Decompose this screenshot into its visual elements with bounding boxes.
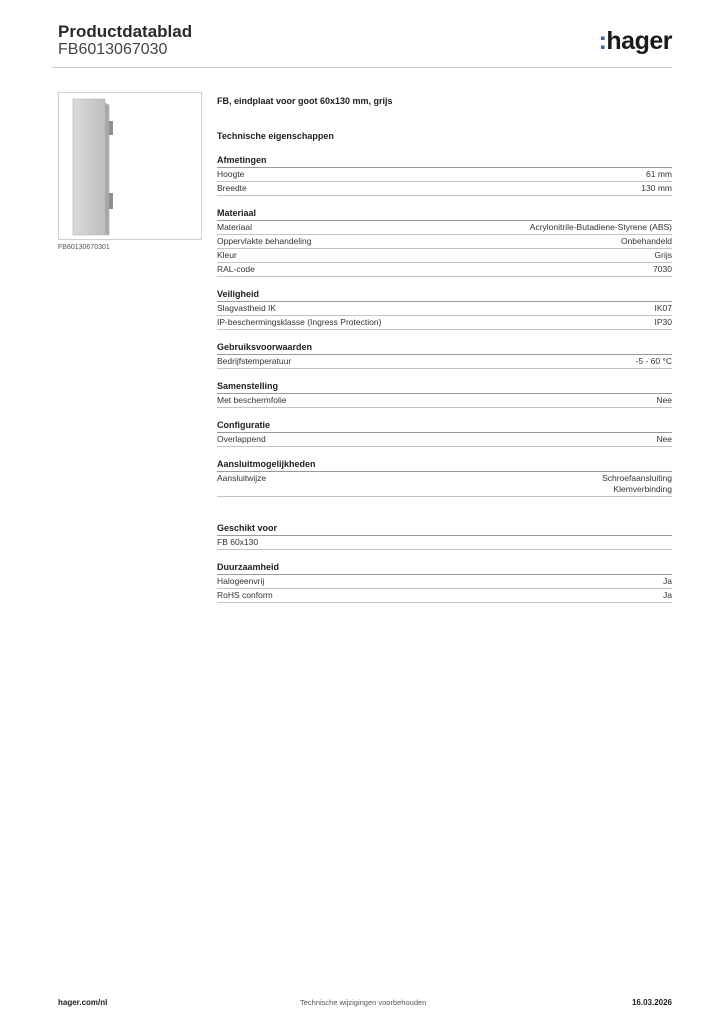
spec-label: Slagvastheid IK: [217, 303, 277, 313]
spec-label: FB 60x130: [217, 537, 259, 547]
header-divider: [52, 67, 672, 68]
spec-value: [663, 590, 672, 601]
spec-value: [530, 222, 672, 233]
spec-group-title: Gebruiksvoorwaarden: [217, 341, 672, 355]
product-name: FB, eindplaat voor goot 60x130 mm, grijs: [217, 96, 393, 106]
spec-value-line: Acrylonitrile-Butadiene-Styrene (ABS): [529, 222, 672, 232]
spec-label: Oppervlakte behandeling: [217, 236, 312, 246]
spec-group: [217, 341, 672, 369]
spec-label: Met beschermfolie: [217, 395, 287, 405]
spec-value-line: Ja: [663, 590, 672, 600]
spec-value-line: Ja: [663, 576, 672, 586]
spec-value: [655, 317, 673, 328]
spec-group: [217, 419, 672, 447]
spec-value: [656, 434, 672, 445]
spec-label: Hoogte: [217, 169, 245, 179]
spacer: [217, 508, 672, 522]
spec-row: [217, 589, 672, 603]
photo-caption: FB60130670301: [58, 244, 110, 251]
spec-row: [217, 182, 672, 196]
spec-group-title: Afmetingen: [217, 154, 672, 168]
spec-value-line: 7030: [653, 264, 672, 274]
spec-label: Halogeenvrij: [217, 576, 265, 586]
spec-group: [217, 458, 672, 497]
spec-value-line: Schroefaansluiting: [602, 473, 672, 483]
durability-group: [217, 561, 672, 603]
footer-website[interactable]: hager.com/nl: [58, 998, 108, 1007]
spec-group: [217, 207, 672, 277]
spec-label: Aansluitwijze: [217, 473, 267, 483]
spec-group-title: Materiaal: [217, 207, 672, 221]
spec-row: [217, 302, 672, 316]
spec-value: [656, 395, 672, 406]
spec-value: [602, 473, 672, 495]
spec-row: [217, 433, 672, 447]
spec-value: [621, 236, 672, 247]
spec-value-line: Nee: [656, 395, 672, 405]
spec-value-line: Klemverbinding: [613, 484, 672, 494]
spec-value-line: Grijs: [654, 250, 672, 260]
spec-value-line: Onbehandeld: [620, 236, 672, 246]
spec-group-title: Aansluitmogelijkheden: [217, 458, 672, 472]
spec-row: [217, 168, 672, 182]
spec-row: [217, 394, 672, 408]
spec-label: Materiaal: [217, 222, 252, 232]
spec-row: [217, 536, 672, 550]
spec-group-title: Veiligheid: [217, 288, 672, 302]
spec-group: [217, 154, 672, 196]
spec-row: [217, 472, 672, 497]
footer-disclaimer: Technische wijzigingen voorbehouden: [300, 998, 427, 1007]
spec-value-line: IK07: [654, 303, 672, 313]
spec-value: [655, 250, 672, 261]
technical-heading: Technische eigenschappen: [217, 131, 334, 141]
spec-value: [641, 183, 672, 194]
spec-row: [217, 575, 672, 589]
end-plate-image: [59, 93, 201, 239]
spec-groups: [217, 154, 672, 497]
spec-row: [217, 249, 672, 263]
specs-content: [217, 96, 672, 614]
spec-group-title: Samenstelling: [217, 380, 672, 394]
spec-row: [217, 316, 672, 330]
spec-value: [653, 264, 672, 275]
spec-label: IP-beschermingsklasse (Ingress Protection): [217, 317, 382, 327]
spec-group-title: Geschikt voor: [217, 522, 672, 536]
spec-value-line: 130 mm: [641, 183, 672, 193]
spec-value: [636, 356, 672, 367]
product-number: FB6013067030: [58, 41, 168, 58]
spec-value-line: 61 mm: [646, 169, 672, 179]
logo-dots: :: [598, 27, 607, 55]
spec-row: [217, 355, 672, 369]
spec-label: Kleur: [217, 250, 237, 260]
spec-label: RoHS conform: [217, 590, 273, 600]
hager-logo: [599, 27, 672, 55]
document-title: Productdatablad: [58, 22, 193, 41]
spec-group: [217, 561, 672, 603]
spec-group: [217, 522, 672, 550]
spec-group: [217, 380, 672, 408]
spec-value-line: -5 - 60 °C: [635, 356, 672, 366]
spec-value: [655, 303, 673, 314]
spec-value: [646, 169, 672, 180]
spec-value: [663, 576, 672, 587]
spec-label: RAL-code: [217, 264, 255, 274]
spec-label: Breedte: [217, 183, 247, 193]
spec-row: [217, 221, 672, 235]
logo-text: hager: [606, 27, 672, 55]
spec-value-line: IP30: [654, 317, 672, 327]
spec-value-line: Nee: [656, 434, 672, 444]
spec-group-title: Configuratie: [217, 419, 672, 433]
spec-label: Bedrijfstemperatuur: [217, 356, 292, 366]
product-photo: [58, 92, 202, 240]
spec-label: Overlappend: [217, 434, 266, 444]
spec-row: [217, 235, 672, 249]
spec-group-title: Duurzaamheid: [217, 561, 672, 575]
footer-date: 16.03.2026: [631, 998, 672, 1007]
spec-group: [217, 288, 672, 330]
suitable-for-group: [217, 522, 672, 550]
spec-row: [217, 263, 672, 277]
